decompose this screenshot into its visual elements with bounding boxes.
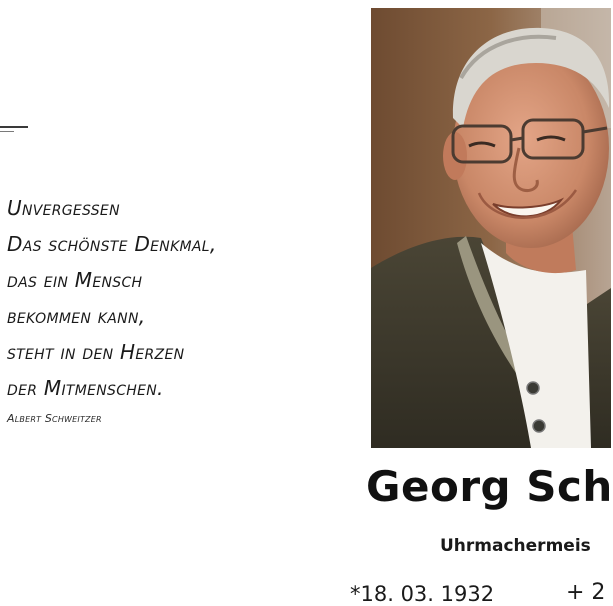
quote-line-5: steht in den Herzen — [7, 340, 185, 364]
deceased-name: Georg Sch — [366, 462, 613, 511]
memorial-quote — [7, 190, 307, 425]
quote-line-2: Das schönste Denkmal, — [7, 232, 217, 256]
death-date: + 2 — [566, 580, 606, 605]
decorative-rule-thin — [0, 131, 14, 132]
quote-line-4: bekommen kann, — [7, 304, 146, 328]
quote-author: Albert Schweitzer — [7, 412, 102, 425]
birth-date: *18. 03. 1932 — [350, 582, 495, 606]
deceased-profession: Uhrmachermeis — [440, 536, 591, 556]
quote-line-1: Unvergessen — [7, 196, 120, 220]
quote-line-6: der Mitmenschen. — [7, 376, 164, 400]
decorative-rule — [0, 126, 28, 128]
quote-line-3: das ein Mensch — [7, 268, 143, 292]
portrait-illustration — [371, 8, 611, 448]
portrait-photo — [371, 8, 611, 448]
